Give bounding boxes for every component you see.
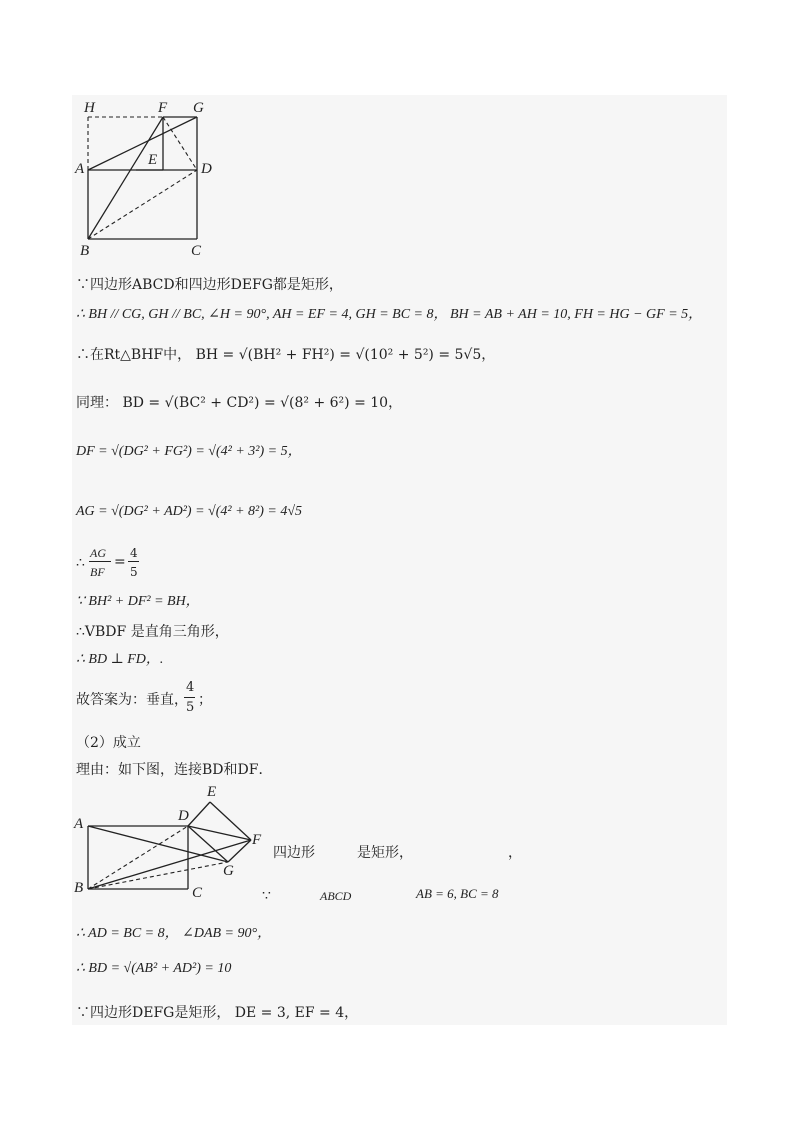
ratio-num-4: 4 (130, 546, 138, 560)
label-A: A (75, 161, 85, 177)
line-rectangles: ∵四边形ABCD和四边形DEFG都是矩形， (76, 277, 343, 293)
answer-num: 4 (186, 680, 195, 695)
line-defg-rect: ∵四边形DEFG是矩形， DE = 3, EF = 4， (76, 1005, 359, 1021)
label-F: F (158, 100, 168, 116)
line-pythag-check: ∵ BH² + DF² = BH， (76, 594, 200, 609)
line-perpendicular: ∴ BD ⊥ FD，. (76, 652, 164, 667)
line-bd-10: ∴ BD = √(AB² + AD²) = 10 (76, 961, 232, 976)
answer-prefix: 故答案为：垂直， (76, 692, 188, 708)
fig2-side-is-rect: 是矩形， (357, 845, 413, 861)
fig2-side-abcd: ABCD (320, 889, 352, 903)
label-E: E (148, 152, 158, 168)
fig2-label-F: F (252, 832, 262, 848)
fig2-label-E: E (207, 784, 217, 800)
line-df: DF = √(DG² + FG²) = √(4² + 3²) = 5， (76, 444, 302, 459)
fig2-side-comma: ， (508, 845, 522, 861)
label-H: H (84, 100, 95, 116)
part-2-heading: （2）成立 (76, 735, 141, 751)
ratio-den-bf: BF (90, 565, 105, 579)
line-rt-bhf: ∴在Rt△BHF中， BH = √(BH² + FH²) = √(10² + 5²) = 5√5， (76, 347, 496, 363)
line-reason: 理由：如下图，连接BD和DF． (76, 762, 273, 778)
fig2-side-quad: 四边形 (273, 845, 315, 861)
fig2-label-G: G (223, 863, 234, 879)
line-bh-fh: BH = AB + AH = 10, FH = HG − GF = 5， (450, 307, 703, 322)
answer-den: 5 (186, 700, 195, 715)
therefore-symbol: ∴ (76, 555, 85, 571)
line-right-triangle: ∴VBDF 是直角三角形， (76, 624, 229, 640)
label-D: D (201, 161, 212, 177)
fig2-side-because: ∵ (262, 888, 271, 904)
label-C: C (191, 243, 202, 259)
line-bd: 同理： BD = √(BC² + CD²) = √(8² + 6²) = 10， (76, 395, 403, 411)
ratio-num-ag: AG (90, 546, 106, 560)
ratio-den-5: 5 (130, 565, 138, 579)
fig2-label-D: D (178, 808, 189, 824)
answer-suffix: ； (198, 692, 212, 708)
fig2-label-C: C (192, 885, 203, 901)
label-G: G (193, 100, 204, 116)
line-ad-bc: ∴ AD = BC = 8， ∠DAB = 90°， (76, 926, 272, 941)
fig2-side-values: AB = 6, BC = 8 (416, 886, 499, 901)
fig2-label-B: B (74, 880, 84, 896)
line-parallel: ∴ BH // CG, GH // BC, ∠H = 90°, AH = EF = 4, GH = BC = 8， (76, 307, 448, 322)
label-B: B (80, 243, 90, 259)
line-ag: AG = √(DG² + AD²) = √(4² + 8²) = 4√5 (76, 504, 303, 519)
fig2-label-A: A (74, 816, 84, 832)
